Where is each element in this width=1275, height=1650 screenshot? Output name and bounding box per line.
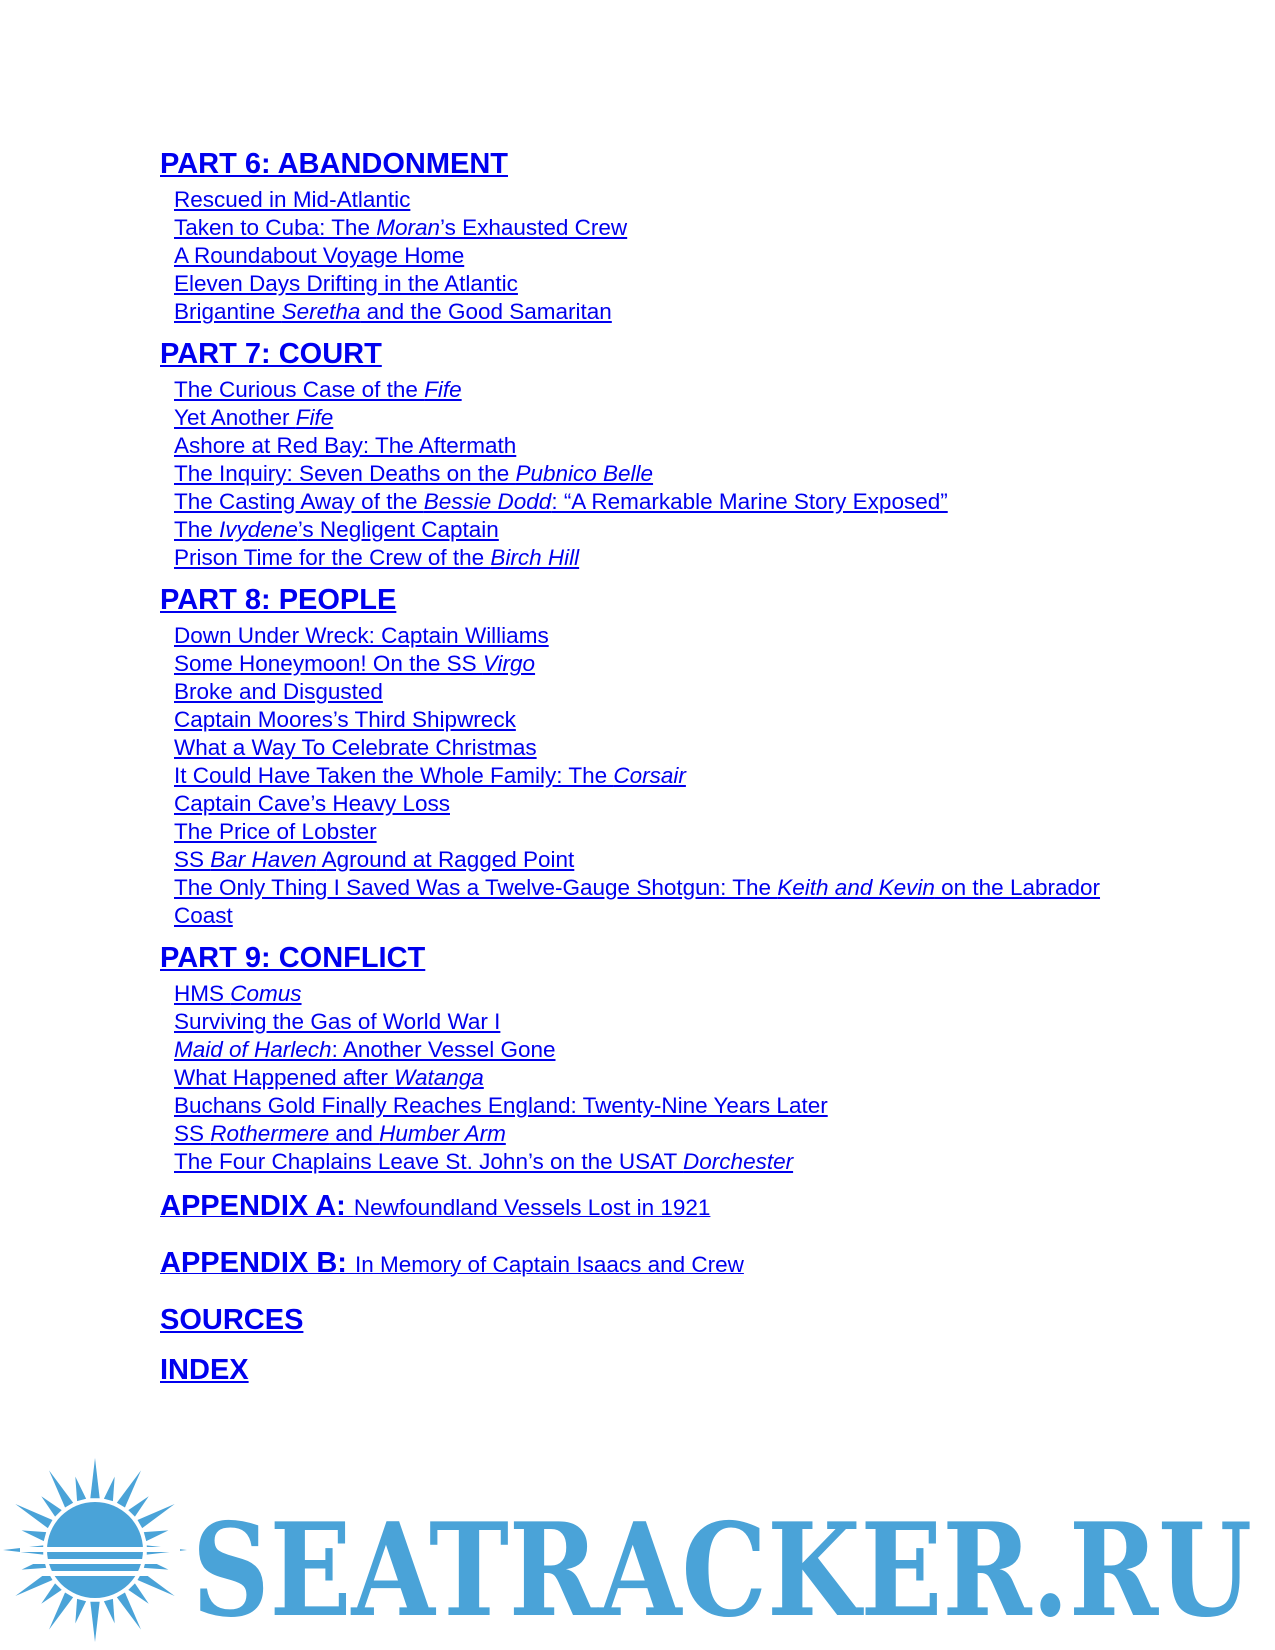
- chapter-title-text: Captain Moores’s Third Shipwreck: [174, 707, 516, 732]
- chapter-title-text: The Casting Away of the: [174, 489, 424, 514]
- list-item: [174, 1036, 1160, 1064]
- chapter-title-text: Taken to Cuba: The: [174, 215, 377, 240]
- chapter-title-text: Broke and Disgusted: [174, 679, 383, 704]
- list-item: [174, 298, 1160, 326]
- appendix-a-link[interactable]: [160, 1188, 1160, 1229]
- chapter-title-text: : Another Vessel Gone: [331, 1037, 556, 1062]
- chapter-link[interactable]: [174, 489, 948, 514]
- list-item: [174, 678, 1160, 706]
- chapter-link[interactable]: [174, 875, 1100, 928]
- sun-ray: [104, 1477, 115, 1502]
- chapter-title-text: Ashore at Red Bay: The Aftermath: [174, 433, 517, 458]
- chapter-link[interactable]: [174, 517, 499, 542]
- chapter-link[interactable]: [174, 299, 612, 324]
- chapter-title-text: Surviving the Gas of World War I: [174, 1009, 501, 1034]
- chapter-link[interactable]: [174, 791, 450, 816]
- list-item: [174, 404, 1160, 432]
- chapter-title-text: Brigantine: [174, 299, 282, 324]
- chapter-link[interactable]: [174, 461, 653, 486]
- chapter-title-text: ’s Exhausted Crew: [440, 215, 628, 240]
- chapter-link[interactable]: [174, 1037, 555, 1062]
- list-item: [174, 1148, 1160, 1176]
- chapter-title-italic: Humber Arm: [379, 1121, 506, 1146]
- chapter-link[interactable]: [174, 735, 537, 760]
- list-item: [174, 488, 1160, 516]
- sun-ray: [75, 1599, 86, 1624]
- chapter-link[interactable]: [174, 405, 333, 430]
- list-item: [174, 1064, 1160, 1092]
- chapter-title-text: A Roundabout Voyage Home: [174, 243, 465, 268]
- list-item: [174, 734, 1160, 762]
- chapter-list: [174, 186, 1160, 326]
- chapter-link[interactable]: [174, 1065, 484, 1090]
- chapter-title-text: What a Way To Celebrate Christmas: [174, 735, 537, 760]
- chapter-list: [174, 376, 1160, 572]
- chapter-link[interactable]: [174, 763, 686, 788]
- list-item: [174, 874, 1160, 930]
- part-heading[interactable]: PART 6: ABANDONMENT: [160, 148, 508, 180]
- chapter-title-text: Some Honeymoon! On the SS: [174, 651, 483, 676]
- list-item: [174, 790, 1160, 818]
- chapter-title-text: Yet Another: [174, 405, 296, 430]
- chapter-link[interactable]: [174, 623, 549, 648]
- chapter-title-italic: Dorchester: [683, 1149, 794, 1174]
- watermark-text: SEATRACKER.RU: [192, 1496, 1252, 1646]
- table-of-contents: [160, 146, 1160, 1402]
- chapter-link[interactable]: [174, 215, 627, 240]
- chapter-title-text: It Could Have Taken the Whole Family: The: [174, 763, 614, 788]
- chapter-title-text: SS: [174, 847, 211, 872]
- list-item: [174, 846, 1160, 874]
- chapter-title-italic: Maid of Harlech: [174, 1037, 332, 1062]
- chapter-title-italic: Virgo: [482, 651, 536, 676]
- chapter-title-text: HMS: [174, 981, 231, 1006]
- part-heading[interactable]: PART 8: PEOPLE: [160, 584, 397, 616]
- sources-link[interactable]: SOURCES: [160, 1304, 304, 1336]
- chapter-title-text: Prison Time for the Crew of the: [174, 545, 491, 570]
- chapter-title-italic: Comus: [230, 981, 302, 1006]
- list-item: [174, 1092, 1160, 1120]
- chapter-title-text: Captain Cave’s Heavy Loss: [174, 791, 450, 816]
- chapter-title-text: on the Labrador Coast: [174, 875, 1101, 928]
- list-item: [174, 214, 1160, 242]
- chapter-list: [174, 622, 1160, 930]
- chapter-title-italic: Keith and Kevin: [777, 875, 935, 900]
- list-item: [174, 650, 1160, 678]
- sun-ray: [75, 1477, 86, 1502]
- chapter-link[interactable]: [174, 243, 464, 268]
- chapter-link[interactable]: [174, 1121, 506, 1146]
- chapter-list: [174, 980, 1160, 1176]
- part-heading[interactable]: PART 9: CONFLICT: [160, 942, 426, 974]
- index-link[interactable]: INDEX: [160, 1354, 249, 1386]
- chapter-title-italic: Bessie Dodd: [423, 489, 552, 514]
- sun-ray: [90, 1602, 99, 1642]
- chapter-title-text: and the Good Samaritan: [360, 299, 612, 324]
- chapter-link[interactable]: [174, 651, 535, 676]
- chapter-title-text: The Four Chaplains Leave St. John’s on the USAT: [174, 1149, 684, 1174]
- chapter-title-italic: Fife: [424, 377, 462, 402]
- chapter-link[interactable]: [174, 1149, 793, 1174]
- list-item: [174, 460, 1160, 488]
- chapter-link[interactable]: [174, 545, 579, 570]
- chapter-title-text: Eleven Days Drifting in the Atlantic: [174, 271, 518, 296]
- list-item: [174, 242, 1160, 270]
- sun-ray: [144, 1530, 169, 1541]
- chapter-title-text: The Inquiry: Seven Deaths on the: [174, 461, 516, 486]
- list-item: [174, 706, 1160, 734]
- list-item: [174, 622, 1160, 650]
- chapter-link[interactable]: [174, 981, 302, 1006]
- sun-ray: [41, 1583, 61, 1603]
- sun-ray: [15, 1504, 52, 1528]
- chapter-title-italic: Fife: [295, 405, 334, 430]
- chapter-title-text: : “A Remarkable Marine Story Exposed”: [551, 489, 948, 514]
- list-item: [174, 1120, 1160, 1148]
- chapter-title-text: and: [329, 1121, 380, 1146]
- chapter-link[interactable]: [174, 1009, 500, 1034]
- sun-ray: [128, 1583, 148, 1603]
- appendix-b-title: In Memory of Captain Isaacs and Crew: [354, 1252, 744, 1277]
- chapter-title-italic: Pubnico Belle: [515, 461, 654, 486]
- chapter-title-italic: Birch Hill: [490, 545, 580, 570]
- chapter-title-text: ’s Negligent Captain: [297, 517, 499, 542]
- chapter-title-text: Aground at Ragged Point: [316, 847, 575, 872]
- list-item: [174, 270, 1160, 298]
- list-item: [174, 186, 1160, 214]
- chapter-title-text: Down Under Wreck: Captain Williams: [174, 623, 549, 648]
- chapter-title-text: The Price of Lobster: [174, 819, 377, 844]
- appendix-b-link[interactable]: [160, 1245, 1160, 1286]
- chapter-link[interactable]: [174, 433, 516, 458]
- list-item: [174, 1008, 1160, 1036]
- appendix-a-title: Newfoundland Vessels Lost in 1921: [353, 1195, 711, 1220]
- chapter-title-italic: Corsair: [613, 763, 686, 788]
- sun-ray: [49, 1593, 73, 1630]
- list-item: [174, 516, 1160, 544]
- sun-ray: [41, 1496, 61, 1516]
- sun-ray: [117, 1593, 141, 1630]
- chapter-title-text: What Happened after: [174, 1065, 395, 1090]
- chapter-link[interactable]: [174, 679, 383, 704]
- list-item: [174, 376, 1160, 404]
- part-heading[interactable]: PART 7: COURT: [160, 338, 382, 370]
- list-item: [174, 432, 1160, 460]
- sun-ray: [104, 1599, 115, 1624]
- parts-list: [160, 146, 1160, 1176]
- sun-icon: [3, 1458, 187, 1642]
- chapter-title-text: SS: [174, 1121, 211, 1146]
- chapter-link[interactable]: [174, 187, 410, 212]
- sun-ray: [49, 1470, 73, 1507]
- list-item: [174, 980, 1160, 1008]
- sun-ray: [138, 1504, 175, 1528]
- sun-ray: [90, 1458, 99, 1498]
- chapter-link[interactable]: [174, 1093, 828, 1118]
- sun-ray: [117, 1470, 141, 1507]
- chapter-title-italic: Seretha: [281, 299, 361, 324]
- chapter-link[interactable]: [174, 707, 516, 732]
- chapter-title-text: Buchans Gold Finally Reaches England: Twenty-Nine Years Later: [174, 1093, 828, 1118]
- sun-ray: [22, 1530, 47, 1541]
- chapter-link[interactable]: [174, 847, 574, 872]
- chapter-title-italic: Ivydene: [219, 517, 298, 542]
- appendix-b-label: APPENDIX B:: [160, 1247, 355, 1279]
- chapter-link[interactable]: [174, 377, 462, 402]
- chapter-title-text: The Only Thing I Saved Was a Twelve-Gauge Shotgun: The: [174, 875, 778, 900]
- chapter-title-italic: Watanga: [394, 1065, 484, 1090]
- chapter-title-text: The: [174, 517, 220, 542]
- sun-ray: [128, 1496, 148, 1516]
- list-item: [174, 762, 1160, 790]
- chapter-title-italic: Rothermere: [210, 1121, 330, 1146]
- watermark-logo: [0, 1455, 1275, 1650]
- chapter-link[interactable]: [174, 271, 518, 296]
- chapter-title-italic: Bar Haven: [210, 847, 317, 872]
- chapter-title-text: The Curious Case of the: [174, 377, 425, 402]
- chapter-link[interactable]: [174, 819, 377, 844]
- list-item: [174, 544, 1160, 572]
- chapter-title-italic: Moran: [376, 215, 440, 240]
- list-item: [174, 818, 1160, 846]
- chapter-title-text: Rescued in Mid-Atlantic: [174, 187, 411, 212]
- appendix-a-label: APPENDIX A:: [160, 1190, 354, 1222]
